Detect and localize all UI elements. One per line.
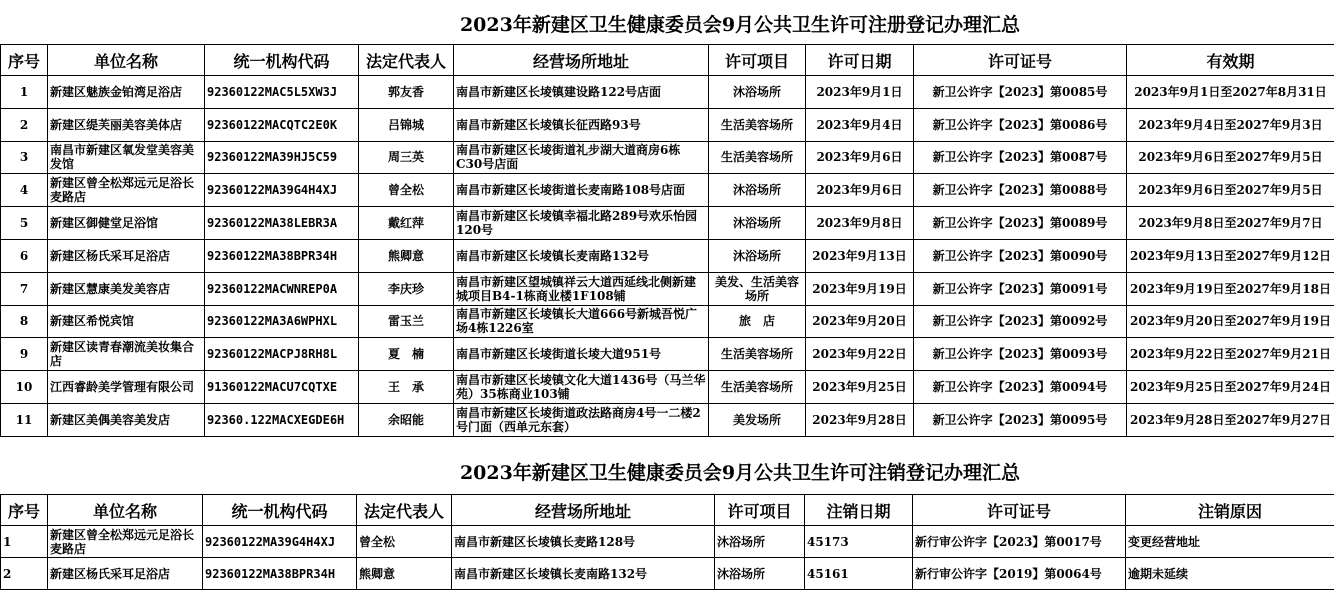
cell-unit-name: 南昌市新建区氧发堂美容美发馆 [48, 141, 205, 174]
cell-index: 11 [1, 403, 48, 436]
col-header: 单位名称 [48, 45, 205, 76]
col-header: 经营场所地址 [452, 495, 715, 526]
cell-permit-number: 新卫公许字【2023】第0092号 [914, 305, 1127, 338]
table-row [1, 207, 1334, 240]
cell-cancel-date: 45161 [805, 558, 913, 590]
cancellation-header-row [1, 495, 1334, 526]
col-header: 单位名称 [48, 495, 203, 526]
cell-org-code: 92360122MA39G4H4XJ [203, 526, 357, 558]
cell-org-code: 92360122MACWNREP0A [205, 272, 359, 305]
cell-permit-date: 2023年9月4日 [806, 108, 914, 141]
table-row [1, 108, 1334, 141]
registration-header-row [1, 45, 1334, 76]
cell-legal-rep: 周三英 [359, 141, 454, 174]
cell-permit-item: 沐浴场所 [709, 207, 806, 240]
cell-org-code: 92360122MACQTC2E0K [205, 108, 359, 141]
cell-unit-name: 新建区慧康美发美容店 [48, 272, 205, 305]
cell-validity: 2023年9月25日至2027年9月24日 [1127, 371, 1334, 404]
table-row [1, 239, 1334, 272]
cell-index: 1 [1, 526, 48, 558]
cell-permit-number: 新卫公许字【2023】第0091号 [914, 272, 1127, 305]
col-header: 有效期 [1127, 45, 1334, 76]
cell-org-code: 92360122MA38BPR34H [205, 239, 359, 272]
cell-unit-name: 新建区希悦宾馆 [48, 305, 205, 338]
cell-permit-number: 新卫公许字【2023】第0089号 [914, 207, 1127, 240]
cell-permit-date: 2023年9月19日 [806, 272, 914, 305]
cell-org-code: 92360122MAC5L5XW3J [205, 76, 359, 109]
cell-permit-date: 2023年9月6日 [806, 174, 914, 207]
cell-legal-rep: 戴红萍 [359, 207, 454, 240]
cell-address: 南昌市新建区长堎镇长大道666号新城吾悦广场4栋1226室 [454, 305, 709, 338]
cell-permit-item: 生活美容场所 [709, 371, 806, 404]
cell-permit-item: 沐浴场所 [709, 239, 806, 272]
cell-address: 南昌市新建区长堎街道长堎大道951号 [454, 338, 709, 371]
cell-legal-rep: 王 承 [359, 371, 454, 404]
cell-address: 南昌市新建区长堎镇长麦路128号 [452, 526, 715, 558]
cell-address: 南昌市新建区长堎镇长麦南路132号 [454, 239, 709, 272]
cell-legal-rep: 曾全松 [359, 174, 454, 207]
cell-permit-item: 沐浴场所 [715, 526, 805, 558]
cell-legal-rep: 夏 楠 [359, 338, 454, 371]
cell-org-code: 92360122MA39G4H4XJ [205, 174, 359, 207]
col-header: 法定代表人 [357, 495, 452, 526]
cell-org-code: 91360122MACU7CQTXE [205, 371, 359, 404]
cell-cancel-date: 45173 [805, 526, 913, 558]
table-row [1, 76, 1334, 109]
cell-permit-item: 生活美容场所 [709, 141, 806, 174]
cell-permit-item: 旅 店 [709, 305, 806, 338]
cell-cancel-reason: 变更经营地址 [1126, 526, 1334, 558]
cell-index: 2 [1, 558, 48, 590]
cell-permit-number: 新卫公许字【2023】第0095号 [914, 403, 1127, 436]
cell-validity: 2023年9月20日至2027年9月19日 [1127, 305, 1334, 338]
cell-legal-rep: 雷玉兰 [359, 305, 454, 338]
cell-index: 4 [1, 174, 48, 207]
cell-permit-item: 生活美容场所 [709, 338, 806, 371]
cell-permit-item: 沐浴场所 [715, 558, 805, 590]
cell-permit-item: 美发场所 [709, 403, 806, 436]
cell-index: 5 [1, 207, 48, 240]
registration-title: 2023年新建区卫生健康委员会9月公共卫生许可注册登记办理汇总 [459, 14, 1021, 36]
cell-permit-date: 2023年9月1日 [806, 76, 914, 109]
cell-address: 南昌市新建区长堎街道礼步湖大道商房6栋C30号店面 [454, 141, 709, 174]
cell-permit-item: 沐浴场所 [709, 76, 806, 109]
cell-permit-date: 2023年9月6日 [806, 141, 914, 174]
table-row [1, 403, 1334, 436]
cell-legal-rep: 熊卿意 [357, 558, 452, 590]
cell-legal-rep: 余昭能 [359, 403, 454, 436]
cell-org-code: 92360122MACPJ8RH8L [205, 338, 359, 371]
cancellation-title: 2023年新建区卫生健康委员会9月公共卫生许可注销登记办理汇总 [459, 462, 1021, 484]
col-header: 序号 [1, 45, 48, 76]
cell-permit-date: 2023年9月25日 [806, 371, 914, 404]
cell-legal-rep: 郭友香 [359, 76, 454, 109]
cell-index: 10 [1, 371, 48, 404]
col-header: 法定代表人 [359, 45, 454, 76]
cell-index: 1 [1, 76, 48, 109]
table-row [1, 305, 1334, 338]
cell-unit-name: 新建区杨氏采耳足浴店 [48, 558, 203, 590]
cell-index: 3 [1, 141, 48, 174]
cell-permit-number: 新行审公许字【2019】第0064号 [913, 558, 1126, 590]
cell-validity: 2023年9月6日至2027年9月5日 [1127, 174, 1334, 207]
cell-permit-number: 新卫公许字【2023】第0094号 [914, 371, 1127, 404]
cell-permit-number: 新卫公许字【2023】第0093号 [914, 338, 1127, 371]
col-header: 许可项目 [709, 45, 806, 76]
cell-permit-number: 新卫公许字【2023】第0088号 [914, 174, 1127, 207]
cell-permit-number: 新卫公许字【2023】第0085号 [914, 76, 1127, 109]
cell-unit-name: 新建区美偶美容美发店 [48, 403, 205, 436]
table-row [1, 338, 1334, 371]
table-row [1, 141, 1334, 174]
cell-permit-date: 2023年9月20日 [806, 305, 914, 338]
cell-permit-item: 美发、生活美容场所 [709, 272, 806, 305]
cell-validity: 2023年9月13日至2027年9月12日 [1127, 239, 1334, 272]
table-row [1, 526, 1334, 558]
cell-address: 南昌市新建区长堎镇长征西路93号 [454, 108, 709, 141]
cell-org-code: 92360122MA38BPR34H [203, 558, 357, 590]
cell-org-code: 92360122MA39HJ5C59 [205, 141, 359, 174]
cell-unit-name: 新建区缇芙丽美容美体店 [48, 108, 205, 141]
cell-index: 6 [1, 239, 48, 272]
cell-unit-name: 新建区曾全松郑远元足浴长麦路店 [48, 174, 205, 207]
cell-index: 8 [1, 305, 48, 338]
cell-legal-rep: 吕锦城 [359, 108, 454, 141]
cell-unit-name: 江西睿龄美学管理有限公司 [48, 371, 205, 404]
table-row [1, 272, 1334, 305]
cell-org-code: 92360.122MACXEGDE6H [205, 403, 359, 436]
cell-validity: 2023年9月4日至2027年9月3日 [1127, 108, 1334, 141]
cell-legal-rep: 李庆珍 [359, 272, 454, 305]
cell-permit-item: 生活美容场所 [709, 108, 806, 141]
cell-validity: 2023年9月19日至2027年9月18日 [1127, 272, 1334, 305]
cell-address: 南昌市新建区长堎镇长麦南路132号 [452, 558, 715, 590]
cell-validity: 2023年9月28日至2027年9月27日 [1127, 403, 1334, 436]
col-header: 统一机构代码 [205, 45, 359, 76]
table-row [1, 558, 1334, 590]
cell-validity: 2023年9月22日至2027年9月21日 [1127, 338, 1334, 371]
cell-org-code: 92360122MA3A6WPHXL [205, 305, 359, 338]
cell-address: 南昌市新建区望城镇祥云大道西延线北侧新建城项目B4-1栋商业楼1F108铺 [454, 272, 709, 305]
cell-permit-item: 沐浴场所 [709, 174, 806, 207]
cell-index: 9 [1, 338, 48, 371]
col-header: 统一机构代码 [203, 495, 357, 526]
cell-permit-date: 2023年9月22日 [806, 338, 914, 371]
cell-legal-rep: 曾全松 [357, 526, 452, 558]
cancellation-table [0, 494, 1334, 590]
col-header: 许可证号 [914, 45, 1127, 76]
cell-permit-number: 新卫公许字【2023】第0090号 [914, 239, 1127, 272]
cell-validity: 2023年9月8日至2027年9月7日 [1127, 207, 1334, 240]
cell-unit-name: 新建区读青春潮流美妆集合店 [48, 338, 205, 371]
cell-address: 南昌市新建区长堎镇文化大道1436号（马兰华苑）35栋商业103铺 [454, 371, 709, 404]
cell-permit-date: 2023年9月13日 [806, 239, 914, 272]
cell-permit-number: 新卫公许字【2023】第0086号 [914, 108, 1127, 141]
col-header: 序号 [1, 495, 48, 526]
cell-address: 南昌市新建区长堎镇建设路122号店面 [454, 76, 709, 109]
cell-address: 南昌市新建区长堎街道政法路商房4号一二楼2号门面（西单元东套） [454, 403, 709, 436]
cell-permit-number: 新行审公许字【2023】第0017号 [913, 526, 1126, 558]
registration-table [0, 44, 1334, 437]
cell-validity: 2023年9月1日至2027年8月31日 [1127, 76, 1334, 109]
cell-org-code: 92360122MA38LEBR3A [205, 207, 359, 240]
cell-permit-number: 新卫公许字【2023】第0087号 [914, 141, 1127, 174]
col-header: 注销日期 [805, 495, 913, 526]
table-row [1, 371, 1334, 404]
col-header: 注销原因 [1126, 495, 1334, 526]
col-header: 许可项目 [715, 495, 805, 526]
col-header: 许可证号 [913, 495, 1126, 526]
table-row [1, 174, 1334, 207]
cell-index: 7 [1, 272, 48, 305]
cell-unit-name: 新建区曾全松郑远元足浴长麦路店 [48, 526, 203, 558]
cell-index: 2 [1, 108, 48, 141]
col-header: 经营场所地址 [454, 45, 709, 76]
cell-unit-name: 新建区魅族金铂湾足浴店 [48, 76, 205, 109]
cell-permit-date: 2023年9月8日 [806, 207, 914, 240]
col-header: 许可日期 [806, 45, 914, 76]
cell-unit-name: 新建区御健堂足浴馆 [48, 207, 205, 240]
cell-address: 南昌市新建区长堎街道长麦南路108号店面 [454, 174, 709, 207]
cell-permit-date: 2023年9月28日 [806, 403, 914, 436]
cell-cancel-reason: 逾期未延续 [1126, 558, 1334, 590]
cell-unit-name: 新建区杨氏采耳足浴店 [48, 239, 205, 272]
cell-legal-rep: 熊卿意 [359, 239, 454, 272]
cell-validity: 2023年9月6日至2027年9月5日 [1127, 141, 1334, 174]
cell-address: 南昌市新建区长堎镇幸福北路289号欢乐怡园120号 [454, 207, 709, 240]
